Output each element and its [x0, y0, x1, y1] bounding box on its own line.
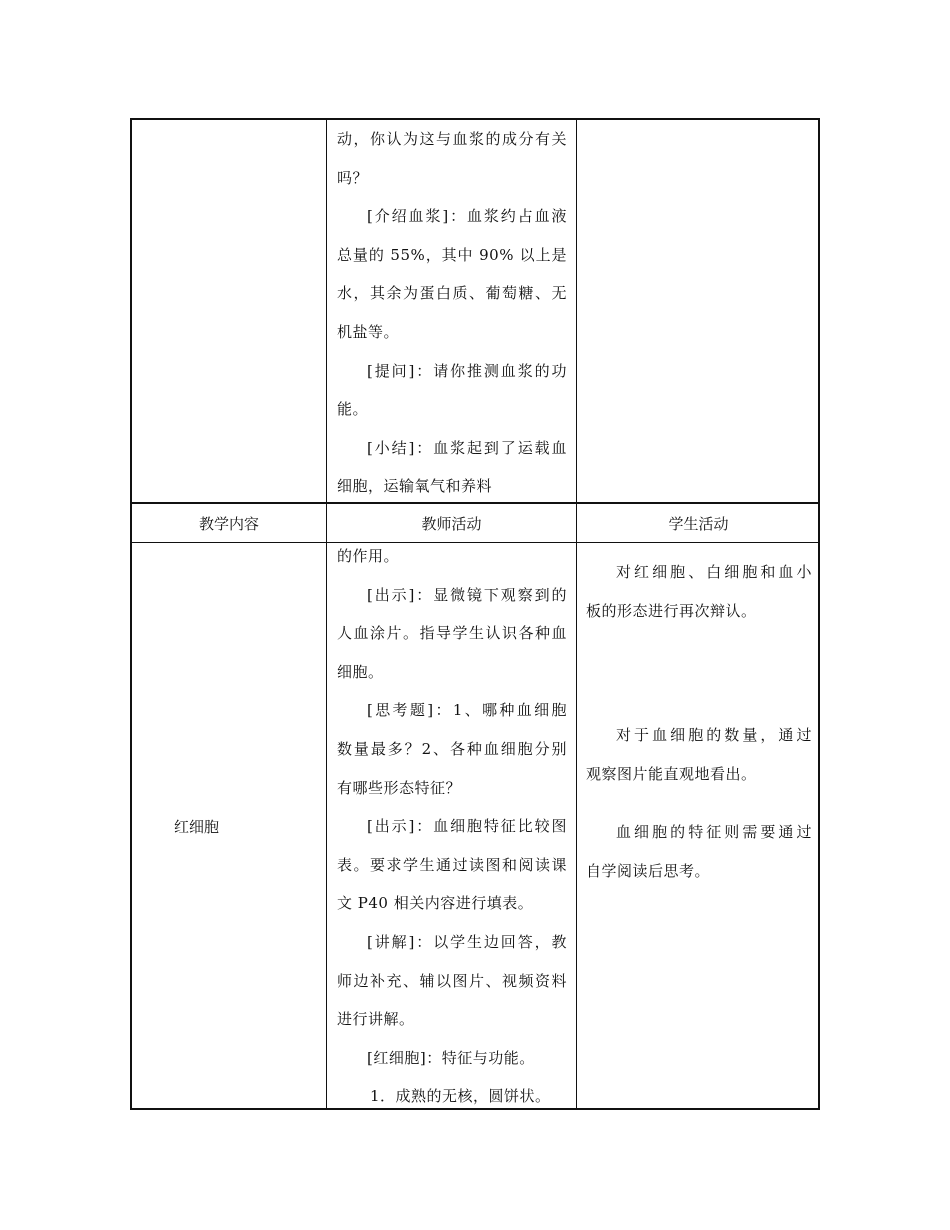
- column-divider-2: [576, 120, 577, 1108]
- text-line: 吗？: [337, 168, 369, 187]
- text-line: 数量最多？2、各种血细胞分别: [337, 739, 567, 758]
- text-line: 机盐等。: [337, 322, 400, 341]
- lesson-plan-table: [130, 118, 820, 1110]
- text-line: 对红细胞、白细胞和血小: [616, 563, 812, 581]
- lower-student-cell: [586, 553, 812, 891]
- text-line: 观察图片能直观地看出。: [586, 764, 757, 783]
- text-line: [出示]：显微镜下观察到的: [367, 585, 567, 604]
- text-line: [红细胞]：特征与功能。: [367, 1048, 535, 1067]
- text-line: 水，其余为蛋白质、葡萄糖、无: [337, 284, 567, 303]
- text-line: 总量的 55%，其中 90% 以上是: [337, 245, 567, 264]
- text-line: 血细胞的特征则需要通过: [616, 823, 812, 842]
- content-label-red-blood-cell: 红细胞: [174, 818, 220, 836]
- text-line: 1．成熟的无核，圆饼状。: [370, 1087, 551, 1106]
- text-line: 表。要求学生通过读图和阅读课: [337, 855, 567, 874]
- header-teacher-activity: 教师活动: [421, 514, 482, 533]
- header-teaching-content: 教学内容: [198, 514, 259, 533]
- text-line: [讲解]：以学生边回答，教: [367, 932, 567, 951]
- text-line: [提问]：请你推测血浆的功: [367, 361, 567, 380]
- text-line: [小结]：血浆起到了运载血: [367, 438, 567, 457]
- text-line: 人血涂片。指导学生认识各种血: [337, 624, 567, 643]
- text-line: [思考题]：1、哪种血细胞: [367, 701, 567, 720]
- text-line: 的作用。: [337, 547, 400, 565]
- text-line: 对于血细胞的数量，通过: [616, 726, 812, 745]
- text-line: 自学阅读后思考。: [586, 861, 711, 880]
- text-line: 有哪些形态特征？: [337, 778, 462, 797]
- text-line: [出示]：血细胞特征比较图: [367, 817, 567, 836]
- text-line: 板的形态进行再次辩认。: [586, 601, 757, 620]
- header-student-activity: 学生活动: [668, 514, 729, 533]
- text-line: [介绍血浆]：血浆约占血液: [367, 207, 567, 226]
- text-line: 进行讲解。: [337, 1010, 415, 1029]
- text-line: 细胞，运输氧气和养料: [337, 477, 493, 496]
- text-line: 文 P40 相关内容进行填表。: [337, 894, 534, 913]
- text-line: 细胞。: [337, 662, 384, 681]
- lower-teacher-cell: [337, 537, 567, 1116]
- text-line: 动，你认为这与血浆的成分有关: [337, 130, 567, 148]
- text-line: 能。: [337, 400, 369, 419]
- column-divider-1: [326, 120, 327, 1108]
- text-line: 师边补充、辅以图片、视频资料: [337, 971, 567, 990]
- upper-teacher-cell: [337, 120, 567, 506]
